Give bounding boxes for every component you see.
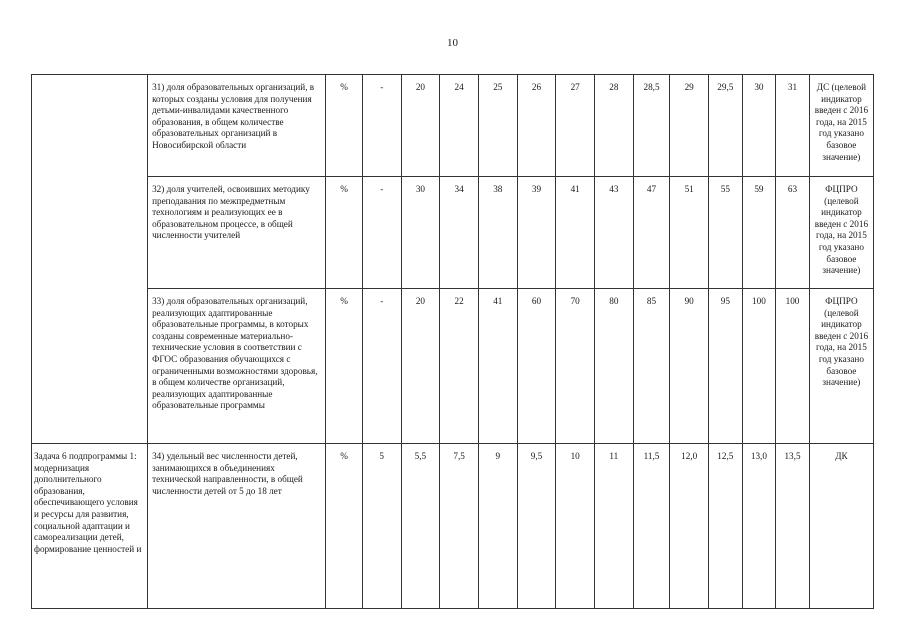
value-cell: 27 (556, 75, 595, 177)
value-cell: 60 (517, 289, 556, 444)
table-row (32, 289, 874, 444)
value-cell: 30 (401, 177, 440, 289)
source-cell: ФЦПРО (целевой индикатор введен с 2016 года, на 2015 год указано базовое значение) (809, 177, 873, 289)
value-cell: 39 (517, 177, 556, 289)
value-cell: 7,5 (440, 444, 479, 609)
table-row (32, 444, 874, 609)
task-cell: Задача 6 подпрограммы 1: модернизация дополнительного образования, обеспечивающего условия и ресурсы для развития, социальной адаптации и самореализации детей, формирование ценностей и (32, 444, 148, 609)
table-row (32, 177, 874, 289)
indicator-cell: 34) удельный вес численности детей, занимающихся в объединениях технической направленности, в общей численности детей от 5 до 18 лет (148, 444, 326, 609)
value-cell: - (362, 177, 401, 289)
indicator-cell: 31) доля образовательных организаций, в которых созданы условия для получения детьми-инвалидами качественного образования, в общем количестве образовательных организаций в Новосибирской области (148, 75, 326, 177)
value-cell: 41 (556, 177, 595, 289)
value-cell: 9,5 (517, 444, 556, 609)
value-cell: 28,5 (633, 75, 670, 177)
source-cell: ДС (целевой индикатор введен с 2016 года, на 2015 год указано базовое значение) (809, 75, 873, 177)
value-cell: 22 (440, 289, 479, 444)
value-cell: 20 (401, 75, 440, 177)
table-row (32, 75, 874, 177)
value-cell: 31 (776, 75, 810, 177)
value-cell: 55 (709, 177, 743, 289)
value-cell: 41 (478, 289, 517, 444)
value-cell: 34 (440, 177, 479, 289)
indicator-cell: 33) доля образовательных организаций, реализующих адаптированные образовательные программы, в которых созданы современные материально-технические условия в соответствии с ФГОС образования обучающихся с ограниченными возможностями здоровья, в общем количестве организаций, реализующих адаптированные образовательные программы (148, 289, 326, 444)
value-cell: 29 (670, 75, 709, 177)
value-cell: 13,5 (776, 444, 810, 609)
value-cell: 11 (595, 444, 634, 609)
value-cell: 12,0 (670, 444, 709, 609)
value-cell: 24 (440, 75, 479, 177)
value-cell: 13,0 (742, 444, 776, 609)
value-cell: 20 (401, 289, 440, 444)
value-cell: 51 (670, 177, 709, 289)
unit-cell: % (326, 289, 363, 444)
value-cell: 47 (633, 177, 670, 289)
value-cell: 25 (478, 75, 517, 177)
value-cell: 29,5 (709, 75, 743, 177)
value-cell: 95 (709, 289, 743, 444)
value-cell: 90 (670, 289, 709, 444)
value-cell: 80 (595, 289, 634, 444)
source-cell: ДК (809, 444, 873, 609)
value-cell: 9 (478, 444, 517, 609)
value-cell: 38 (478, 177, 517, 289)
unit-cell: % (326, 177, 363, 289)
value-cell: 26 (517, 75, 556, 177)
value-cell: 59 (742, 177, 776, 289)
indicators-table (31, 74, 874, 609)
value-cell: 70 (556, 289, 595, 444)
value-cell: 5,5 (401, 444, 440, 609)
value-cell: 12,5 (709, 444, 743, 609)
value-cell: 100 (776, 289, 810, 444)
value-cell: - (362, 75, 401, 177)
value-cell: 5 (362, 444, 401, 609)
value-cell: 10 (556, 444, 595, 609)
value-cell: 43 (595, 177, 634, 289)
task-cell (32, 75, 148, 444)
value-cell: 11,5 (633, 444, 670, 609)
indicator-cell: 32) доля учителей, освоивших методику преподавания по межпредметным технологиям и реализующих ее в образовательном процессе, в общей численности учителей (148, 177, 326, 289)
source-cell: ФЦПРО (целевой индикатор введен с 2016 года, на 2015 год указано базовое значение) (809, 289, 873, 444)
unit-cell: % (326, 75, 363, 177)
page-number: 10 (447, 37, 458, 49)
value-cell: 28 (595, 75, 634, 177)
value-cell: - (362, 289, 401, 444)
value-cell: 63 (776, 177, 810, 289)
value-cell: 100 (742, 289, 776, 444)
value-cell: 30 (742, 75, 776, 177)
value-cell: 85 (633, 289, 670, 444)
unit-cell: % (326, 444, 363, 609)
